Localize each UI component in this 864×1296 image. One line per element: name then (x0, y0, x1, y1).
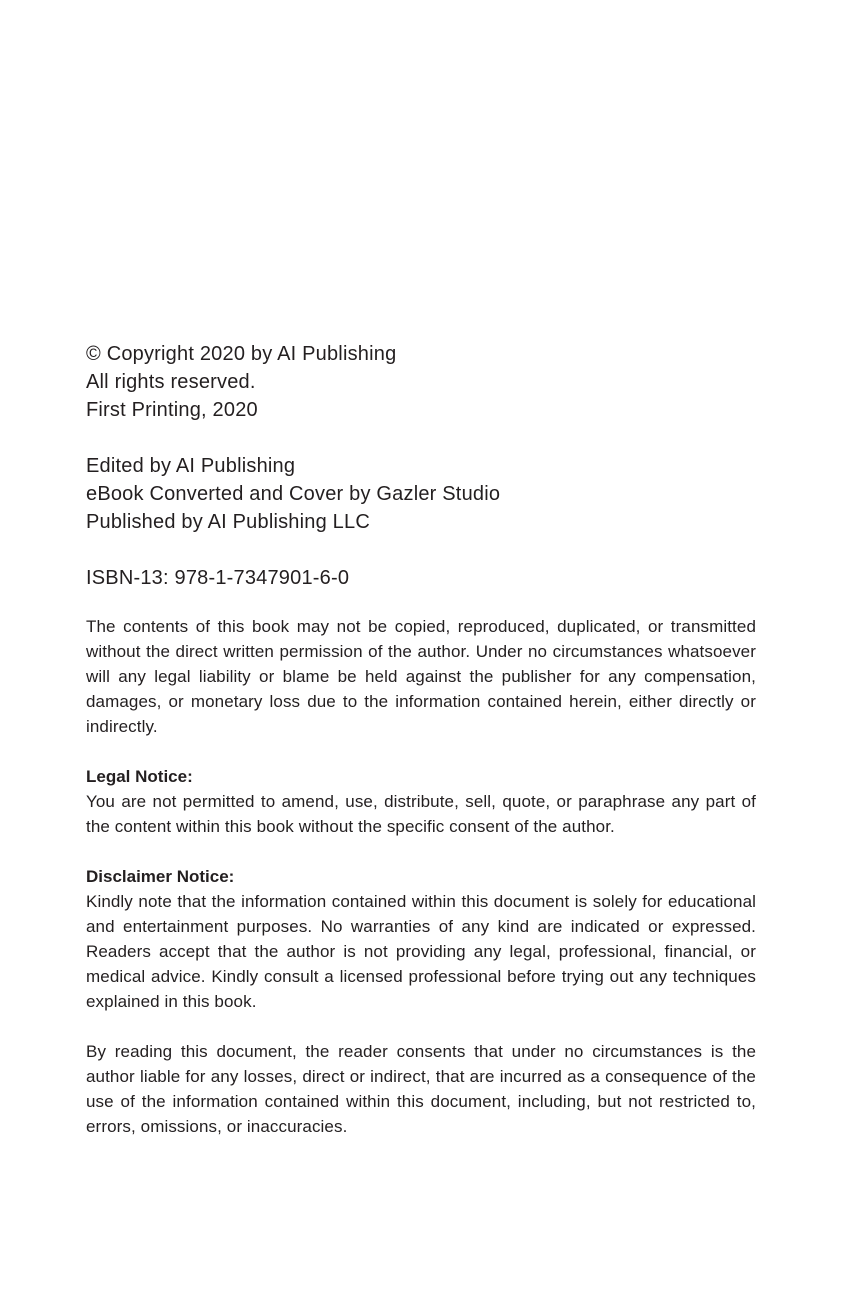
reading-consent-paragraph: By reading this document, the reader consents that under no circumstances is the author liable for any losses, direct or indirect, that are incurred as a consequence of the use of the information contained within this document, including, but not restricted to, errors, omissions, or inaccuracies. (86, 1042, 756, 1136)
ebook-converted-line: eBook Converted and Cover by Gazler Studio (86, 483, 501, 505)
copyright-block (86, 340, 756, 424)
copyright-line: © Copyright 2020 by AI Publishing (86, 343, 397, 365)
disclaimer-notice-heading: Disclaimer Notice: (86, 867, 235, 886)
legal-notice-heading: Legal Notice: (86, 767, 193, 786)
rights-reserved-line: All rights reserved. (86, 371, 256, 393)
disclaimer-notice-text: Kindly note that the information contained within this document is solely for educational and entertainment purposes. No warranties of any kind are indicated or expressed. Readers accept that the author is not providing any legal, professional, financial, or medical advice. Kindly consult a licensed professional before trying out any techniques explained in this book. (86, 892, 756, 1011)
isbn: ISBN-13: 978-1-7347901-6-0 (86, 567, 350, 589)
copyright-page (86, 340, 756, 1139)
legal-notice-text: You are not permitted to amend, use, distribute, sell, quote, or paraphrase any part of the content within this book without the specific consent of the author. (86, 792, 756, 836)
credits-block (86, 452, 756, 536)
contents-paragraph: The contents of this book may not be copied, reproduced, duplicated, or transmitted without the direct written permission of the author. Under no circumstances whatsoever will any legal liability or blame be held against the publisher for any compensation, damages, or monetary loss due to the information contained herein, either directly or indirectly. (86, 617, 756, 736)
disclaimer-notice-section (86, 864, 756, 1014)
first-printing-line: First Printing, 2020 (86, 399, 258, 421)
edited-by-line: Edited by AI Publishing (86, 455, 296, 477)
legal-notice-section (86, 764, 756, 839)
published-by-line: Published by AI Publishing LLC (86, 511, 370, 533)
